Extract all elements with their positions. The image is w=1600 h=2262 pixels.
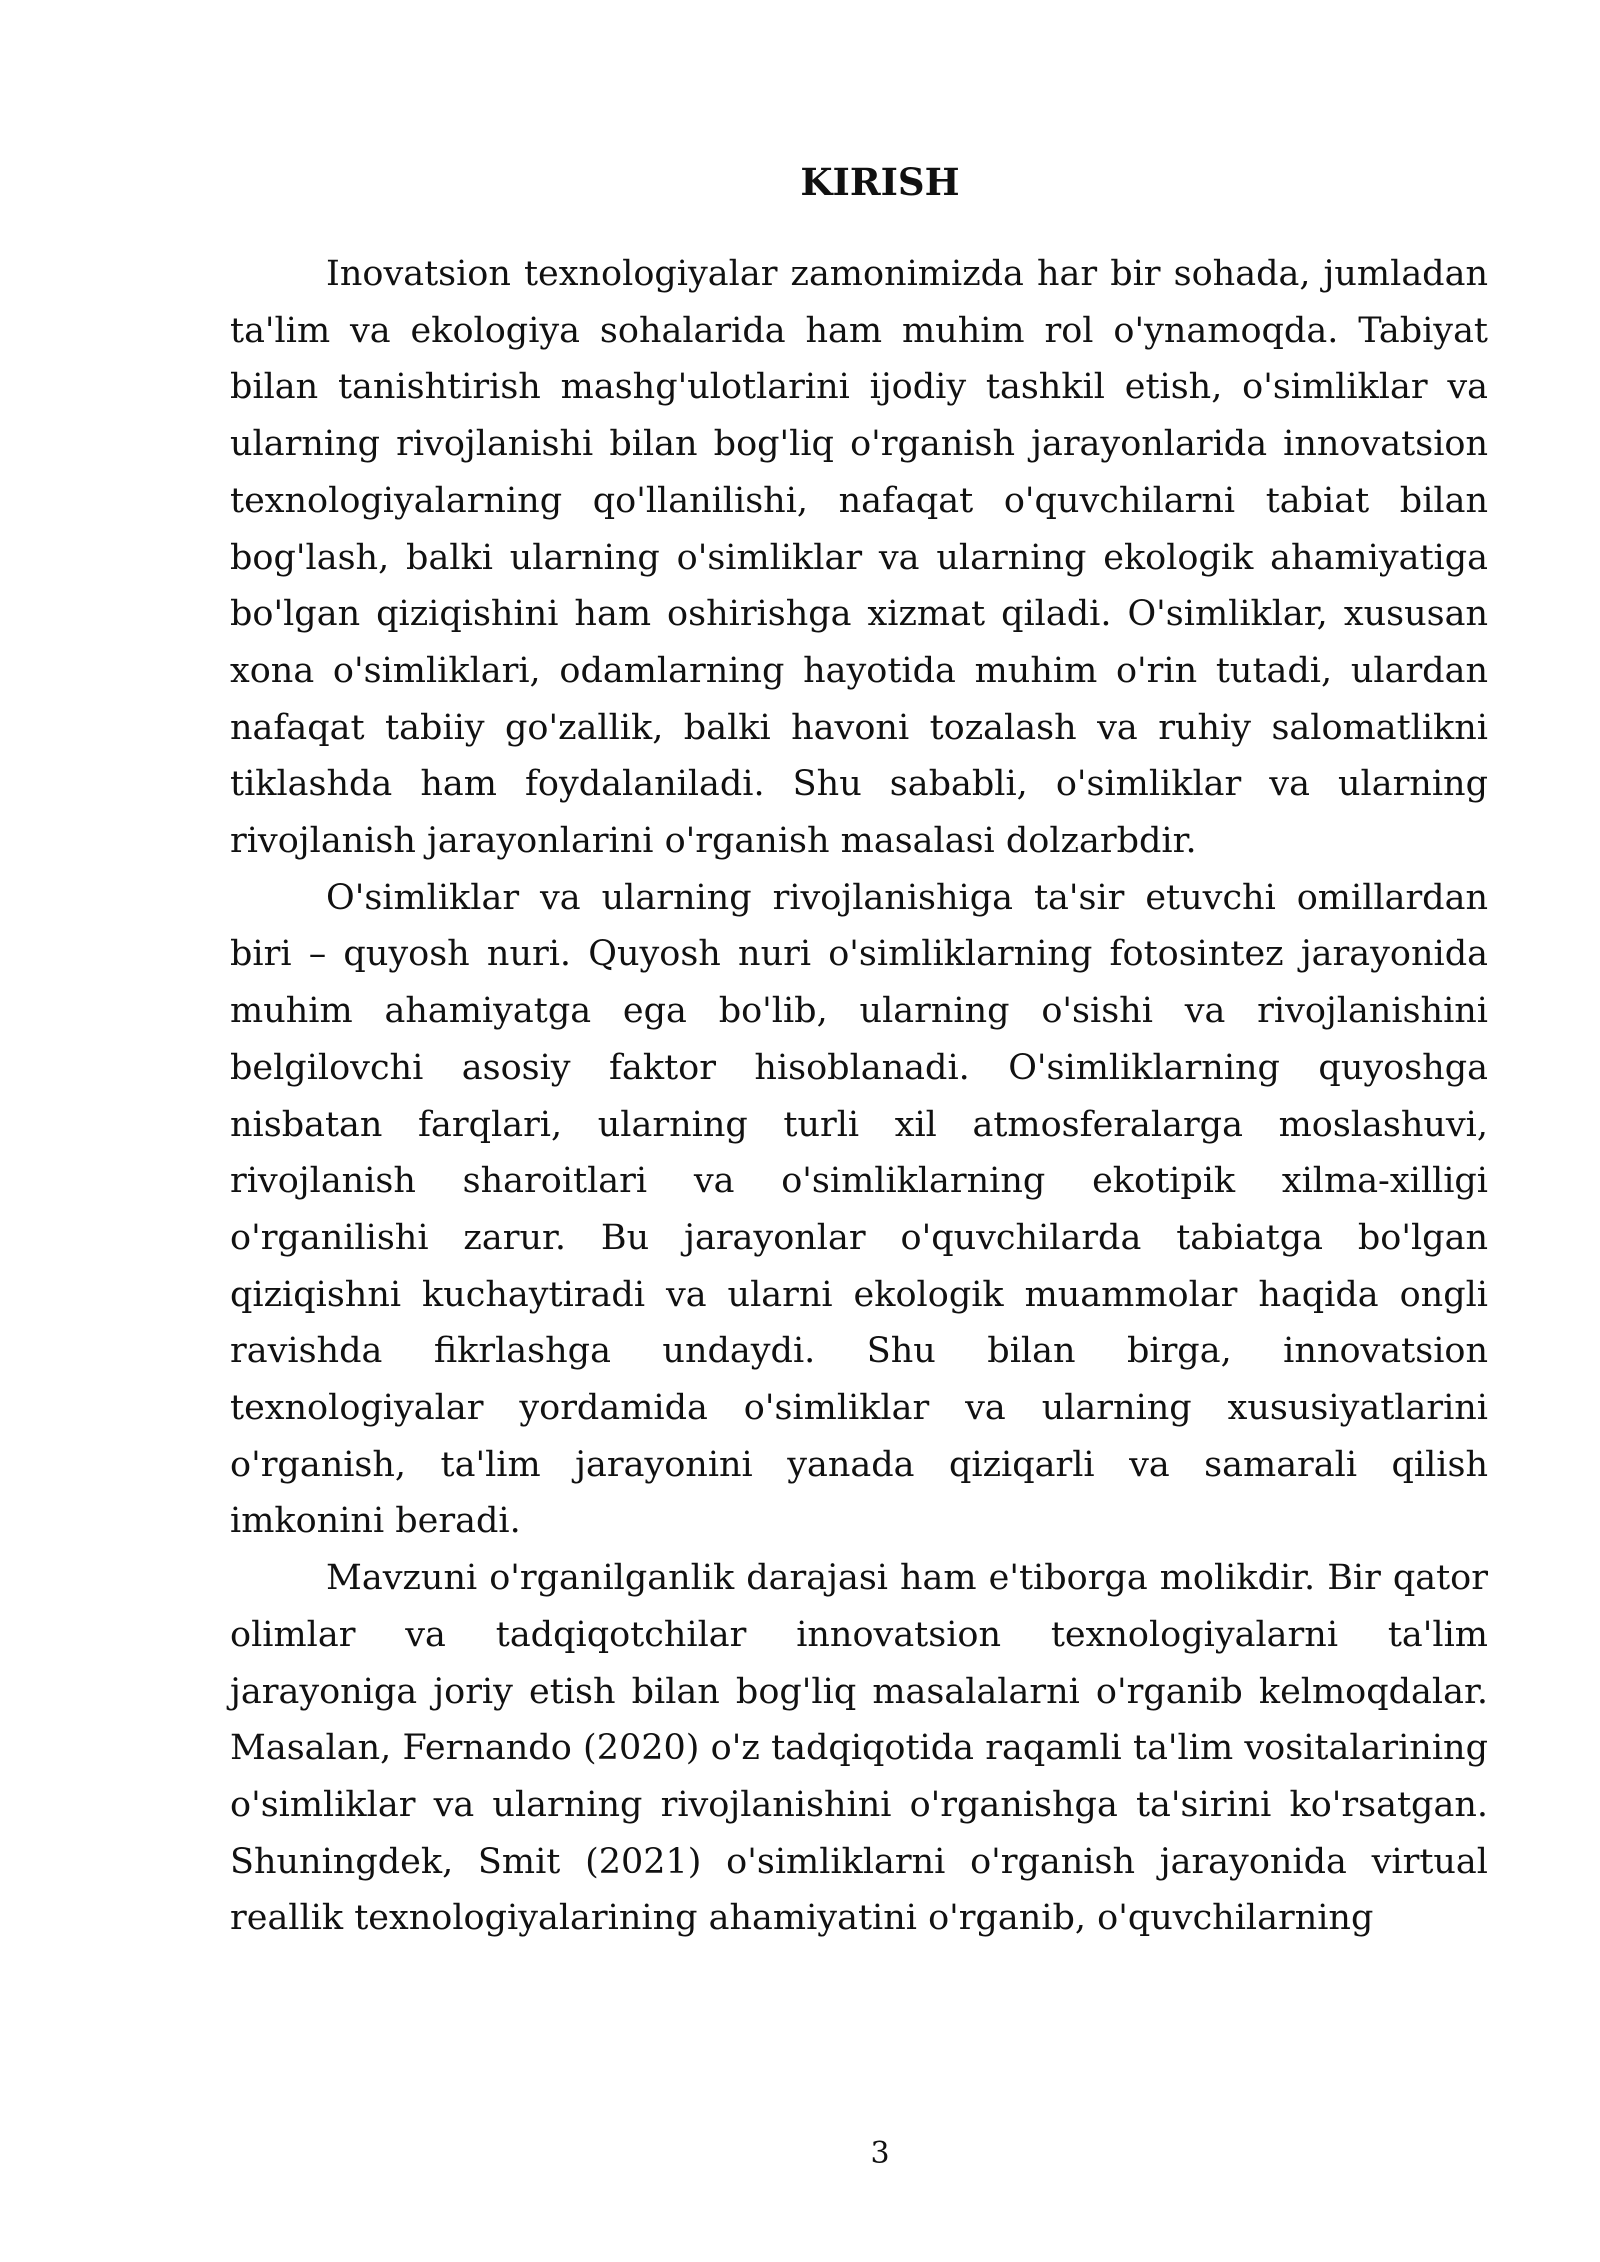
section-heading: KIRISH bbox=[800, 160, 960, 204]
paragraph-3: Mavzuni o'rganilganlik darajasi ham e'tiborga molikdir. Bir qator olimlar va tadqiqotchilar innovatsion texnologiyalarni ta'lim jarayoniga joriy etish bilan bog'liq masalalarni o'rganib kelmoqdalar. Masalan, Fernando (2020) o'z tadqiqotida raqamli ta'lim vositalarining o'simliklar va ularning rivojlanishini o'rganishga ta'sirini ko'rsatgan. Shuningdek, Smit (2021) o'simliklarni o'rganish jarayonida virtual reallik texnologiyalarining ahamiyatini o'rganib, o'quvchilarning bbox=[230, 1558, 1488, 1939]
paragraph-2: O'simliklar va ularning rivojlanishiga ta'sir etuvchi omillardan biri – quyosh nuri. Quyosh nuri o'simliklarning fotosintez jarayonida muhim ahamiyatga ega bo'lib, ularning o'sishi va rivojlanishini belgilovchi asosiy faktor hisoblanadi. O'simliklarning quyoshga nisbatan farqlari, ularning turli xil atmosferalarga moslashuvi, rivojlanish sharoitlari va o'simliklarning ekotipik xilma-xilligi o'rganilishi zarur. Bu jarayonlar o'quvchilarda tabiatga bo'lgan qiziqishni kuchaytiradi va ularni ekologik muammolar haqida ongli ravishda fikrlashga undaydi. Shu bilan birga, innovatsion texnologiyalar yordamida o'simliklar va ularning xususiyatlarini o'rganish, ta'lim jarayonini yanada qiziqarli va samarali qilish imkonini beradi. bbox=[230, 877, 1488, 1542]
paragraph-1: Inovatsion texnologiyalar zamonimizda har bir sohada, jumladan ta'lim va ekologiya sohalarida ham muhim rol o'ynamoqda. Tabiyat bilan tanishtirish mashg'ulotlarini ijodiy tashkil etish, o'simliklar va ularning rivojlanishi bilan bog'liq o'rganish jarayonlarida innovatsion texnologiyalarning qo'llanilishi, nafaqat o'quvchilarni tabiat bilan bog'lash, balki ularning o'simliklar va ularning ekologik ahamiyatiga bo'lgan qiziqishini ham oshirishga xizmat qiladi. O'simliklar, xususan xona o'simliklari, odamlarning hayotida muhim o'rin tutadi, ulardan nafaqat tabiiy go'zallik, balki havoni tozalash va ruhiy salomatlikni tiklashda ham foydalaniladi. Shu sababli, o'simliklar va ularning rivojlanish jarayonlarini o'rganish masalasi dolzarbdir. bbox=[230, 254, 1488, 862]
page-number: 3 bbox=[870, 2136, 890, 2171]
body-text bbox=[230, 246, 1488, 1947]
